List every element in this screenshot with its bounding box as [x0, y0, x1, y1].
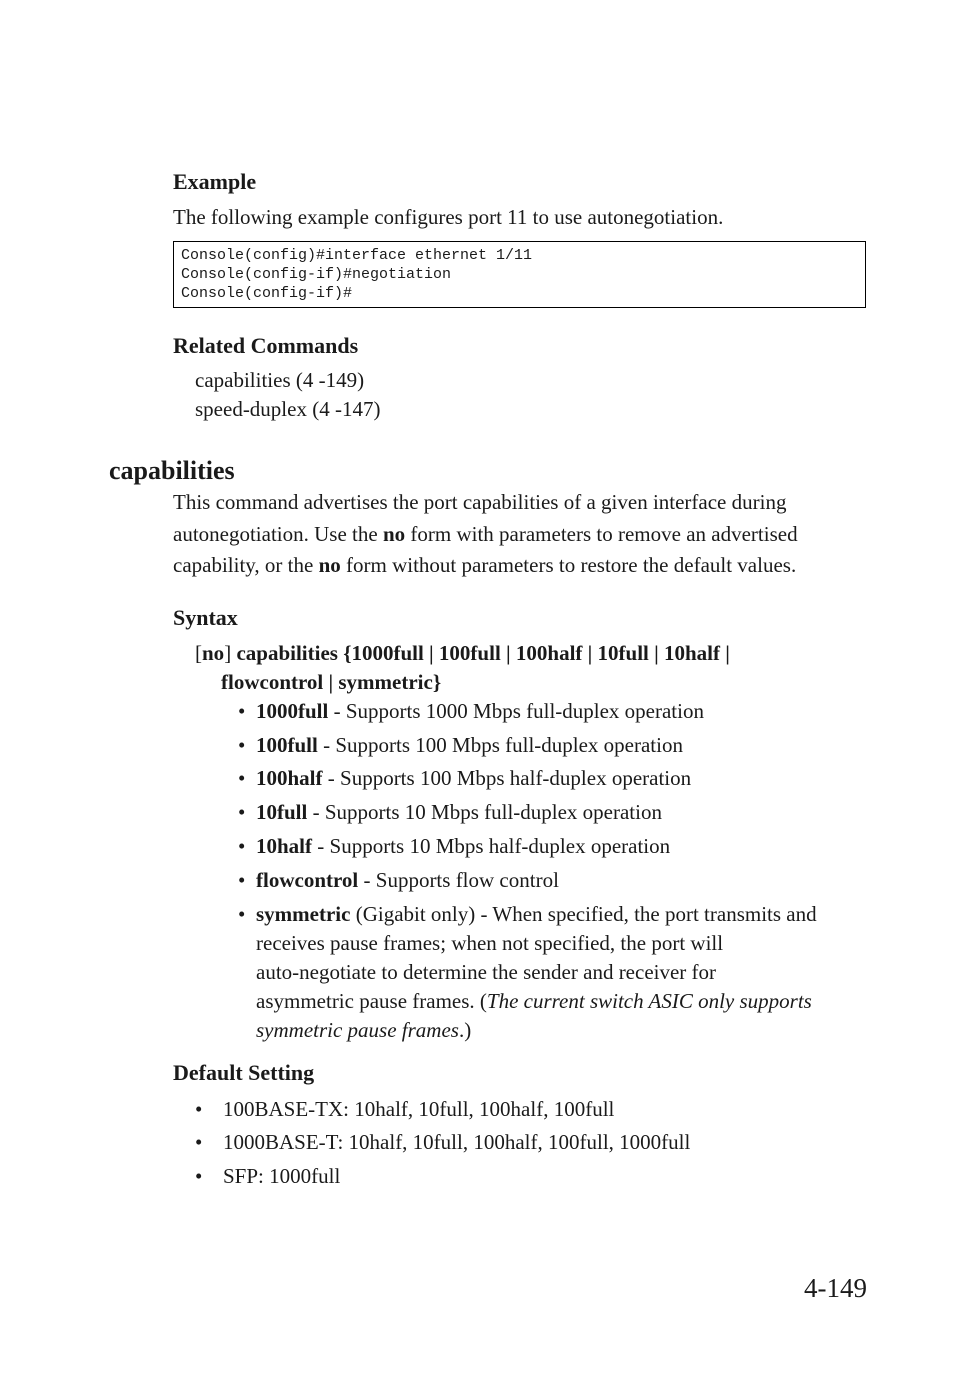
bullet-icon: •	[238, 868, 246, 892]
description-line: This command advertises the port capabilities of a given interface during	[173, 490, 787, 514]
param-note: The current switch ASIC only supports	[486, 989, 812, 1013]
syntax-line-1	[195, 639, 730, 668]
symmetric-line: auto-negotiate to determine the sender and receiver for	[256, 960, 717, 984]
param-name: 100full	[256, 733, 318, 757]
description-line	[173, 550, 873, 582]
code-example-box	[173, 241, 866, 308]
symmetric-line	[256, 1016, 876, 1045]
syntax-bracket: ]	[224, 641, 237, 665]
param-item	[238, 798, 662, 827]
param-desc: - Supports 1000 Mbps full-duplex operation	[328, 699, 704, 723]
param-name: 10full	[256, 800, 308, 824]
bullet-icon: •	[238, 834, 246, 858]
related-command-item: capabilities (4 -149)	[195, 368, 365, 392]
description-text: autonegotiation. Use the	[173, 521, 383, 546]
default-setting-text: 1000BASE-T: 10half, 10full, 100half, 100full, 1000full	[223, 1130, 691, 1154]
param-desc: (Gigabit only) - When specified, the port transmits and	[350, 902, 817, 926]
param-desc: - Supports flow control	[358, 868, 559, 892]
bullet-icon: •	[195, 1130, 203, 1154]
syntax-command: capabilities {1000full | 100full | 100half | 10full | 10half |	[236, 641, 730, 665]
syntax-keyword-no: no	[202, 641, 225, 665]
param-item	[238, 764, 691, 793]
page-number: 4-149	[804, 1273, 867, 1303]
bullet-icon: •	[238, 902, 246, 926]
command-title: capabilities	[109, 456, 235, 485]
syntax-bracket: [	[195, 641, 202, 665]
param-name: flowcontrol	[256, 868, 359, 892]
symmetric-line	[256, 900, 876, 929]
bullet-icon: •	[195, 1164, 203, 1188]
default-setting-text: SFP: 1000full	[223, 1164, 341, 1188]
syntax-heading: Syntax	[173, 605, 238, 630]
code-line: Console(config-if)#negotiation	[181, 266, 452, 283]
description-text: form without parameters to restore the default values.	[340, 553, 797, 577]
default-setting-item	[195, 1162, 340, 1191]
syntax-command-cont: flowcontrol | symmetric}	[221, 670, 442, 694]
param-item	[238, 697, 704, 726]
bullet-icon: •	[238, 800, 246, 824]
param-desc: - Supports 100 Mbps full-duplex operation	[317, 733, 683, 757]
bullet-icon: •	[238, 699, 246, 723]
default-setting-item	[195, 1128, 690, 1157]
param-name: 100half	[256, 766, 323, 790]
param-desc: - Supports 10 Mbps full-duplex operation	[307, 800, 662, 824]
param-item-symmetric	[256, 900, 876, 1045]
param-item	[238, 731, 683, 760]
default-setting-item	[195, 1095, 614, 1124]
default-setting-text: 100BASE-TX: 10half, 10full, 100half, 100full	[223, 1097, 615, 1121]
symmetric-line: receives pause frames; when not specified, the port will	[256, 931, 724, 955]
related-commands-heading: Related Commands	[173, 333, 359, 358]
example-description: The following example configures port 11 to use autonegotiation.	[173, 205, 724, 229]
keyword-no: no	[382, 521, 406, 546]
param-name: 10half	[256, 834, 313, 858]
description-line	[173, 519, 873, 551]
param-item	[238, 832, 670, 861]
param-desc: - Supports 100 Mbps half-duplex operation	[322, 766, 692, 790]
param-desc: .)	[458, 1018, 472, 1042]
param-desc: asymmetric pause frames. (	[256, 989, 487, 1013]
code-line: Console(config)#interface ethernet 1/11	[181, 247, 533, 264]
keyword-no: no	[318, 553, 341, 577]
bullet-icon: •	[238, 766, 246, 790]
description-text: form with parameters to remove an advertised	[405, 521, 798, 546]
param-item	[238, 866, 559, 895]
param-note: symmetric pause frames	[256, 1018, 459, 1042]
code-line: Console(config-if)#	[181, 285, 353, 302]
command-description	[173, 487, 873, 582]
symmetric-line	[256, 987, 876, 1016]
param-name: symmetric	[256, 902, 351, 926]
description-text: capability, or the	[173, 553, 319, 577]
related-command-item: speed-duplex (4 -147)	[195, 397, 381, 421]
default-setting-heading: Default Setting	[173, 1060, 315, 1085]
syntax-line-2	[221, 668, 441, 697]
param-desc: - Supports 10 Mbps half-duplex operation	[312, 834, 671, 858]
bullet-icon: •	[195, 1097, 203, 1121]
example-heading: Example	[173, 169, 257, 194]
param-name: 1000full	[256, 699, 329, 723]
bullet-icon: •	[238, 733, 246, 757]
